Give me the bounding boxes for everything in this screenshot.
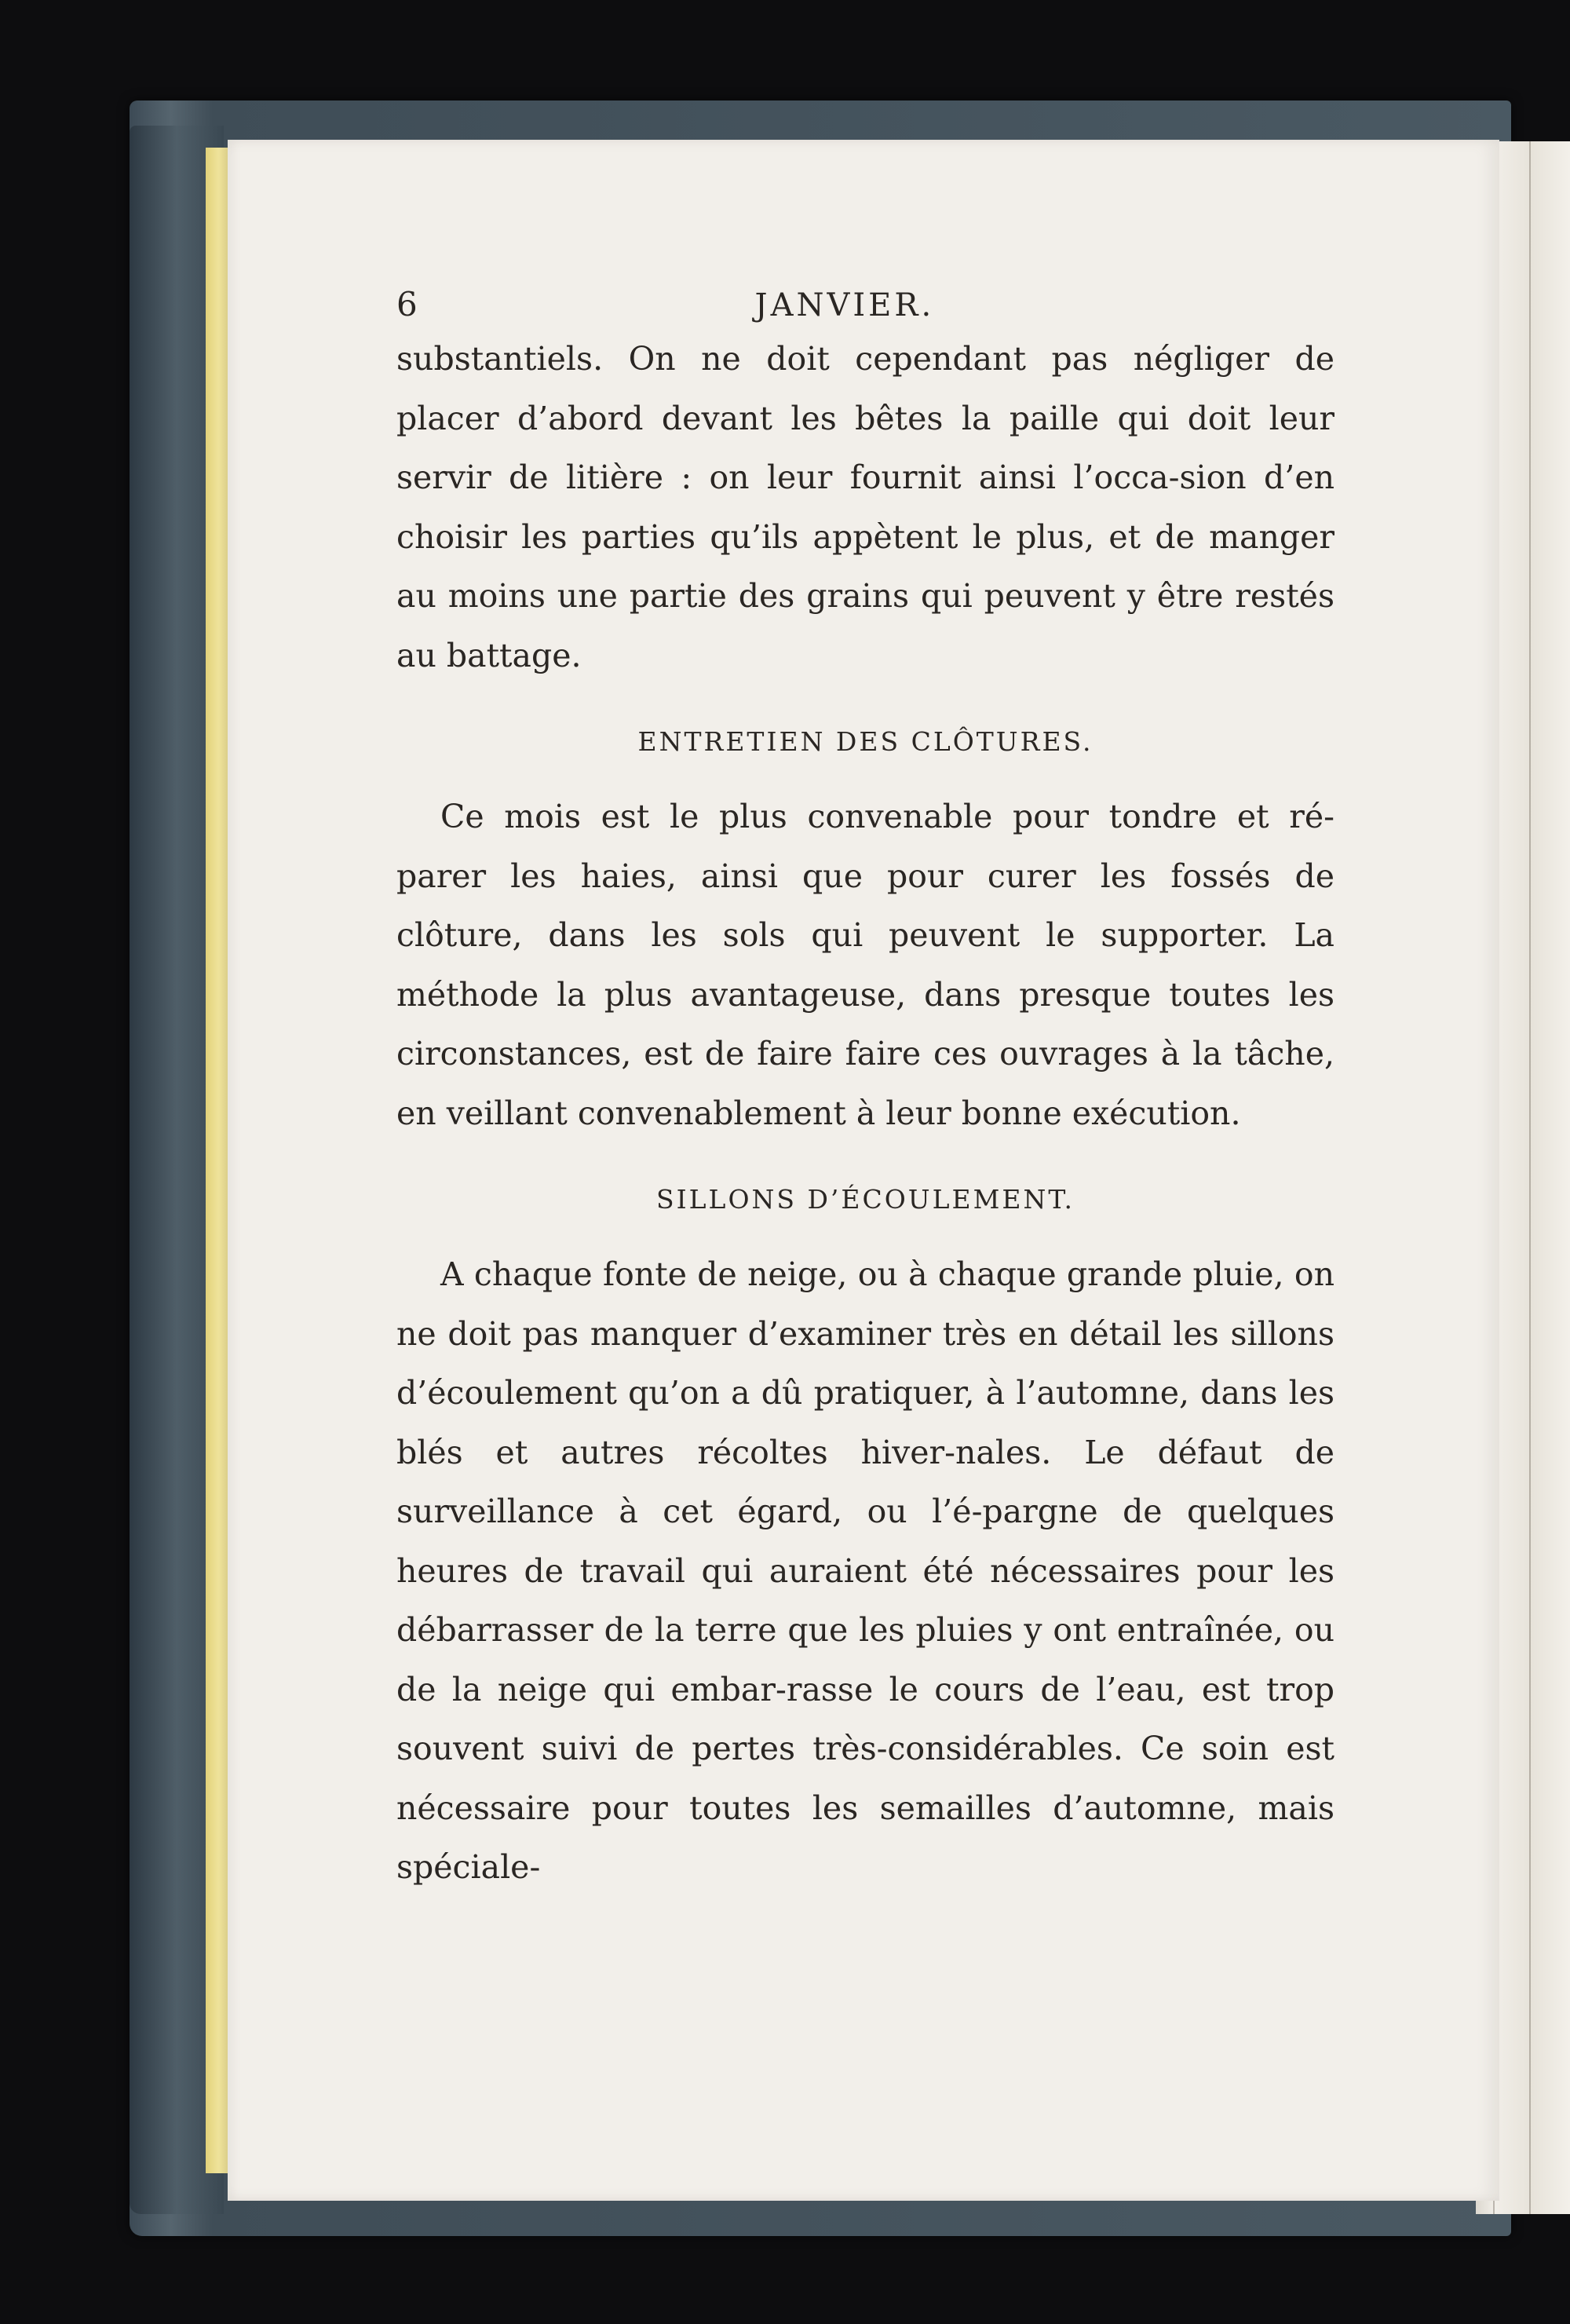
running-head: JANVIER. [754, 287, 935, 323]
page-text [396, 275, 1334, 1898]
page-header [396, 275, 1334, 330]
section-heading-clotures: ENTRETIEN DES CLÔTURES. [637, 726, 1094, 757]
section-heading-sillons: SILLONS D’ÉCOULEMENT. [655, 1184, 1075, 1215]
leaf-edge-line [1529, 141, 1531, 2214]
page-number: 6 [396, 285, 418, 323]
paragraph-2: Ce mois est le plus convenable pour tondre et ré-parer les haies, ainsi que pour curer les fossés de clôture, dans les sols qui peuvent le supporter. La méthode la plus avantageuse, dans presque toutes les circonstances, est de faire faire ces ouvrages à la tâche, en veillant convenablement à leur bonne exécution. [396, 798, 1334, 1132]
paragraph-3: A chaque fonte de neige, ou à chaque grande pluie, on ne doit pas manquer d’examiner très en détail les sillons d’écoulement qu’on a dû pratiquer, à l’automne, dans les blés et autres récoltes hiver-nales. Le défaut de surveillance à cet égard, ou l’é-pargne de quelques heures de travail qui auraient été nécessaires pour les débarrasser de la terre que les pluies y ont entraînée, ou de la neige qui embar-rasse le cours de l’eau, est trop souvent suivi de pertes très-considérables. Ce soin est nécessaire pour toutes les semailles d’automne, mais spéciale- [396, 1255, 1334, 1886]
page-edges [206, 148, 229, 2173]
paragraph-1: substantiels. On ne doit cependant pas négliger de placer d’abord devant les bêtes la paille qui doit leur servir de litière : on leur fournit ainsi l’occa-sion d’en choisir les parties qu’ils appètent le plus, et de manger au moins une partie des grains qui peuvent y être restés au battage. [396, 340, 1334, 674]
